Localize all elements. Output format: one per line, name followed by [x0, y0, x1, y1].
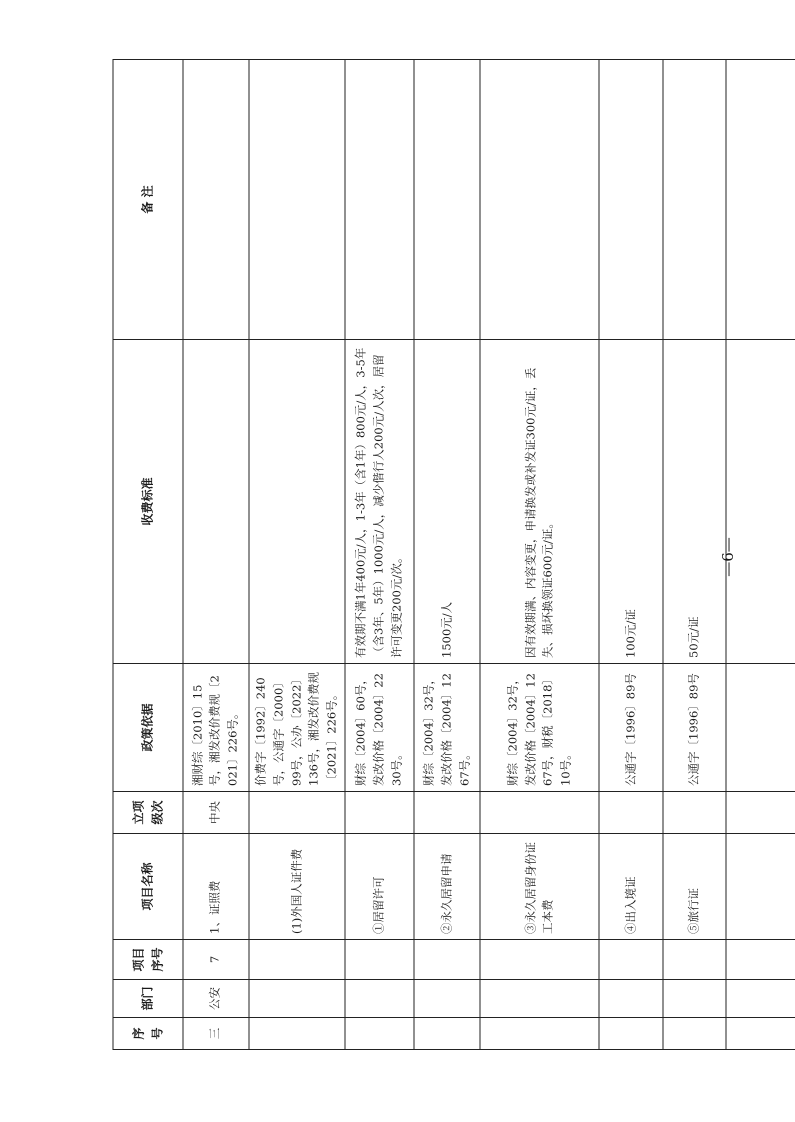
- cell-basis: 公通字〔1996〕89号: [599, 664, 663, 792]
- cell-basis: 财综〔2004〕32号，发改价格〔2004〕1267号，财税〔2018〕10号。: [480, 664, 599, 792]
- cell-seq: 三: [183, 1018, 249, 1050]
- header-basis: 政策依据: [113, 664, 183, 792]
- header-row: [113, 60, 183, 1050]
- page-number: —6—: [718, 537, 737, 577]
- table-row: [599, 60, 663, 1050]
- header-item-name: 项目名称: [113, 834, 183, 940]
- cell-basis: 价费字〔1992〕240号，公通字〔2000〕99号，公办〔2022〕136号，湘发改价费规〔2021〕226号。: [249, 664, 346, 792]
- cell-remark: [249, 60, 346, 340]
- fee-table: [113, 59, 795, 1050]
- cell-item-name: ②永久居留申请: [414, 834, 481, 940]
- cell-item-name: ④出入境证: [599, 834, 663, 940]
- rotated-table-container: [113, 60, 795, 1050]
- cell-standard: 因有效期满、内容变更，申请换发或补发证300元/证，丢失、损坏换领证600元/证。: [480, 340, 599, 664]
- cell-remark: [345, 60, 414, 340]
- cell-level: [345, 792, 414, 834]
- cell-level: [599, 792, 663, 834]
- cell-item-seq: [414, 940, 481, 980]
- cell-level: 中央: [183, 792, 249, 834]
- cell-basis: 湘财综〔2010〕15号，湘发改价费规〔2021〕226号。: [183, 664, 249, 792]
- cell-standard: [249, 340, 346, 664]
- cell-item-seq: [599, 940, 663, 980]
- cell-dept: [414, 980, 481, 1018]
- cell-seq: [414, 1018, 481, 1050]
- table-row: [480, 60, 599, 1050]
- cell-dept: [345, 980, 414, 1018]
- cell-seq: [480, 1018, 599, 1050]
- cell-item-name: ①居留许可: [345, 834, 414, 940]
- cell-level: [249, 792, 346, 834]
- cell-seq: [663, 1018, 727, 1050]
- cell-remark: [480, 60, 599, 340]
- table-row: [414, 60, 481, 1050]
- table-row: [249, 60, 346, 1050]
- cell-item-seq: [345, 940, 414, 980]
- cell-remark: [183, 60, 249, 340]
- cell-standard: 有效期不满1年400元/人，1-3年（含1年）800元/人，3-5年（含3年、5年）1000元/人，减少偕行人200元/人次，居留许可变更200元/次。: [345, 340, 414, 664]
- cell-remark: [599, 60, 663, 340]
- cell-item-seq: [480, 940, 599, 980]
- header-level: 立项级次: [113, 792, 183, 834]
- header-remark: 备 注: [113, 60, 183, 340]
- cell-item-seq: [249, 940, 346, 980]
- cell-item-seq: 7: [183, 940, 249, 980]
- cell-dept: [663, 980, 727, 1018]
- cell-level: [414, 792, 481, 834]
- cell-seq: [249, 1018, 346, 1050]
- cell-basis: 公通字〔1996〕89号: [663, 664, 727, 792]
- header-dept: 部门: [113, 980, 183, 1018]
- cell-dept: [249, 980, 346, 1018]
- header-seq: 序号: [113, 1018, 183, 1050]
- cell-seq: [599, 1018, 663, 1050]
- cell-seq: [345, 1018, 414, 1050]
- cell-remark: [414, 60, 481, 340]
- cell-item-name: 1、证照费: [183, 834, 249, 940]
- header-item-seq: 项目序号: [113, 940, 183, 980]
- cell-standard: 50元/证: [663, 340, 727, 664]
- cell-level: [663, 792, 727, 834]
- header-standard: 收费标准: [113, 340, 183, 664]
- cell-dept: 公安: [183, 980, 249, 1018]
- cell-item-name: (1)外国人证件费: [249, 834, 346, 940]
- cell-item-name: ③永久居留身份证工本费: [480, 834, 599, 940]
- table-row: [345, 60, 414, 1050]
- table-row: [663, 60, 727, 1050]
- cell-dept: [599, 980, 663, 1018]
- cell-standard: [183, 340, 249, 664]
- cell-remark: [663, 60, 727, 340]
- table-row: [183, 60, 249, 1050]
- cell-dept: [480, 980, 599, 1018]
- cell-standard: 100元/证: [599, 340, 663, 664]
- cell-item-seq: [663, 940, 727, 980]
- cell-standard: 1500元/人: [414, 340, 481, 664]
- cell-item-name: ⑤旅行证: [663, 834, 727, 940]
- cell-basis: 财综〔2004〕32号，发改价格〔2004〕1267号。: [414, 664, 481, 792]
- cell-level: [480, 792, 599, 834]
- cell-basis: 财综〔2004〕60号，发改价格〔2004〕2230号。: [345, 664, 414, 792]
